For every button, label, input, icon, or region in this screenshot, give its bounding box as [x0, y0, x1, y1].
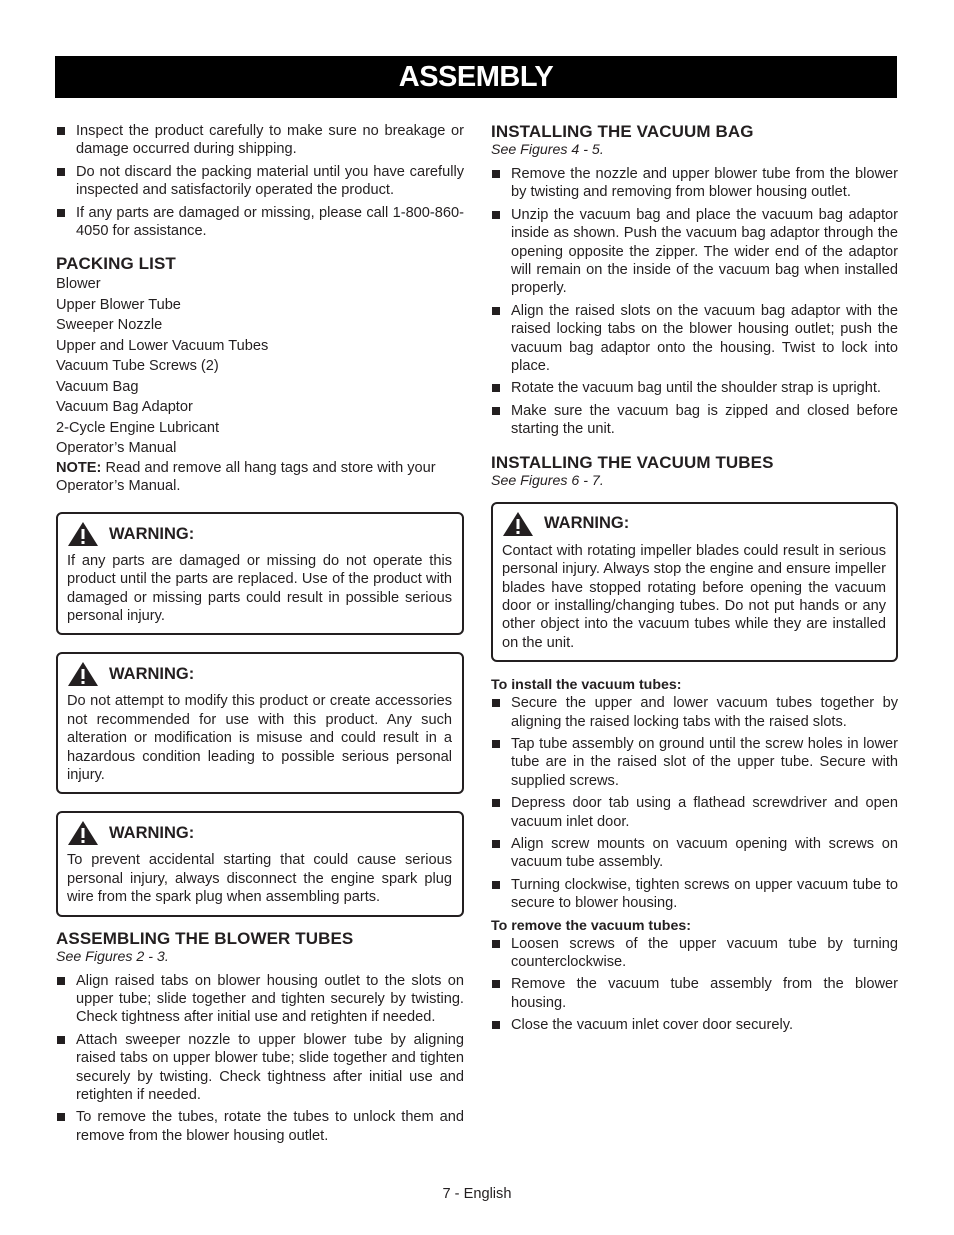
- list-item: Vacuum Tube Screws (2): [56, 358, 219, 375]
- figure-reference: See Figures 2 - 3.: [56, 948, 169, 965]
- warning-label: WARNING:: [109, 524, 195, 543]
- list-item: Blower: [56, 276, 101, 293]
- list-item: Tap tube assembly on ground until the screw holes in lower tube are in the raised slot of the upper tube. Secure with supplied screws.: [491, 735, 898, 790]
- warning-box: [56, 811, 464, 916]
- install-subheading: To install the vacuum tubes:: [491, 677, 682, 694]
- list-item: Operator’s Manual: [56, 440, 177, 457]
- packing-note: [56, 459, 464, 496]
- note-text: Read and remove all hang tags and store with your Operator’s Manual.: [56, 459, 436, 495]
- warning-text: To prevent accidental starting that could cause serious personal injury, always disconnect the engine spark plug wire from the spark plug when assembling parts.: [67, 852, 452, 906]
- blower-tubes-heading: ASSEMBLING THE BLOWER TUBES: [56, 928, 354, 948]
- warning-label: WARNING:: [109, 665, 195, 684]
- vacuum-tubes-heading: INSTALLING THE VACUUM TUBES: [491, 452, 774, 472]
- packing-list-heading: PACKING LIST: [56, 254, 176, 274]
- list-item: If any parts are damaged or missing, please call 1-800-860-4050 for assistance.: [56, 204, 464, 241]
- warning-text: If any parts are damaged or missing do not operate this product until the parts are replaced. Use of the product with damaged or missing parts could result in possible serious personal injury.: [67, 552, 452, 624]
- packing-list: [56, 274, 464, 459]
- intro-bullet-list: [56, 122, 464, 240]
- list-item: Make sure the vacuum bag is zipped and closed before starting the unit.: [491, 402, 898, 439]
- warning-triangle-icon: [67, 661, 99, 687]
- warning-triangle-icon: [67, 820, 99, 846]
- list-item: Upper and Lower Vacuum Tubes: [56, 337, 269, 354]
- install-bullet-list: [491, 694, 898, 912]
- list-item: Unzip the vacuum bag and place the vacuum bag adaptor inside as shown. Push the vacuum bag adaptor through the opening opposite the zipper. The wider end of the adaptor will remain on the inside of the vacuum bag when installed properly.: [491, 206, 898, 298]
- page-number: 7 - English: [442, 1186, 512, 1202]
- list-item: Align raised tabs on blower housing outlet to the slots on upper tube; slide together and tighten securely by twisting. Check tightness after initial use and retighten if needed.: [56, 972, 464, 1027]
- warning-header: [67, 821, 452, 845]
- list-item: 2-Cycle Engine Lubricant: [56, 419, 220, 436]
- warning-label: WARNING:: [109, 824, 195, 843]
- right-column: [491, 122, 898, 1039]
- warning-box: [491, 502, 898, 662]
- warning-triangle-icon: [502, 511, 534, 537]
- list-item: Do not discard the packing material until you have carefully inspected and satisfactorily operated the product.: [56, 163, 464, 200]
- list-item: Vacuum Bag: [56, 378, 139, 395]
- left-column: [56, 122, 464, 1149]
- figure-reference: See Figures 4 - 5.: [491, 142, 604, 158]
- remove-subheading: To remove the vacuum tubes:: [491, 917, 691, 934]
- note-label: NOTE:: [56, 459, 102, 476]
- list-item: Rotate the vacuum bag until the shoulder strap is upright.: [491, 379, 898, 397]
- warning-header: [502, 512, 886, 536]
- warning-text: Contact with rotating impeller blades could result in serious personal injury. Always stop the engine and ensure impeller blades have stopped rotating before opening the vacuum door or installing/changing tubes. Do not put hands or any other object into the vacuum tubes while they are installed on the unit.: [502, 542, 886, 651]
- remove-bullet-list: [491, 935, 898, 1035]
- vacuum-bag-heading: INSTALLING THE VACUUM BAG: [491, 122, 754, 141]
- warning-box: [56, 652, 464, 794]
- list-item: Loosen screws of the upper vacuum tube by turning counterclockwise.: [491, 935, 898, 972]
- list-item: Align screw mounts on vacuum opening with screws on vacuum tube assembly.: [491, 835, 898, 872]
- warning-box: [56, 512, 464, 636]
- list-item: Secure the upper and lower vacuum tubes together by aligning the raised locking tabs with the raised slots.: [491, 694, 898, 731]
- warning-header: [67, 522, 452, 546]
- list-item: Inspect the product carefully to make sure no breakage or damage occurred during shipping.: [56, 122, 464, 159]
- list-item: Sweeper Nozzle: [56, 317, 163, 334]
- warning-triangle-icon: [67, 521, 99, 547]
- warning-text: Do not attempt to modify this product or create accessories not recommended for use with this product. Any such alteration or modification is misuse and could result in a hazardous condition leading to possible serious personal injury.: [67, 693, 452, 783]
- blower-tubes-bullet-list: [56, 972, 464, 1146]
- list-item: To remove the tubes, rotate the tubes to unlock them and remove from the blower housing outlet.: [56, 1108, 464, 1145]
- list-item: Remove the nozzle and upper blower tube from the blower by twisting and removing from blower housing outlet.: [491, 165, 898, 202]
- list-item: Upper Blower Tube: [56, 296, 181, 313]
- list-item: Remove the vacuum tube assembly from the blower housing.: [491, 975, 898, 1012]
- list-item: Align the raised slots on the vacuum bag adaptor with the raised locking tabs on the blower housing outlet; push the vacuum bag adaptor onto the housing. Twist to lock into place.: [491, 302, 898, 376]
- list-item: Vacuum Bag Adaptor: [56, 399, 193, 416]
- list-item: Turning clockwise, tighten screws on upper vacuum tube to secure to blower housing.: [491, 876, 898, 913]
- warning-header: [67, 662, 452, 686]
- list-item: Attach sweeper nozzle to upper blower tube by aligning raised tabs on upper blower tube; slide together and tighten securely by twisting. Check tightness after initial use and retighten if needed.: [56, 1031, 464, 1105]
- list-item: Depress door tab using a flathead screwdriver and open vacuum inlet door.: [491, 794, 898, 831]
- figure-reference: See Figures 6 - 7.: [491, 472, 604, 489]
- list-item: Close the vacuum inlet cover door securely.: [491, 1016, 898, 1034]
- vacuum-bag-bullet-list: [491, 165, 898, 439]
- page-title: ASSEMBLY: [55, 56, 897, 98]
- warning-label: WARNING:: [544, 514, 630, 533]
